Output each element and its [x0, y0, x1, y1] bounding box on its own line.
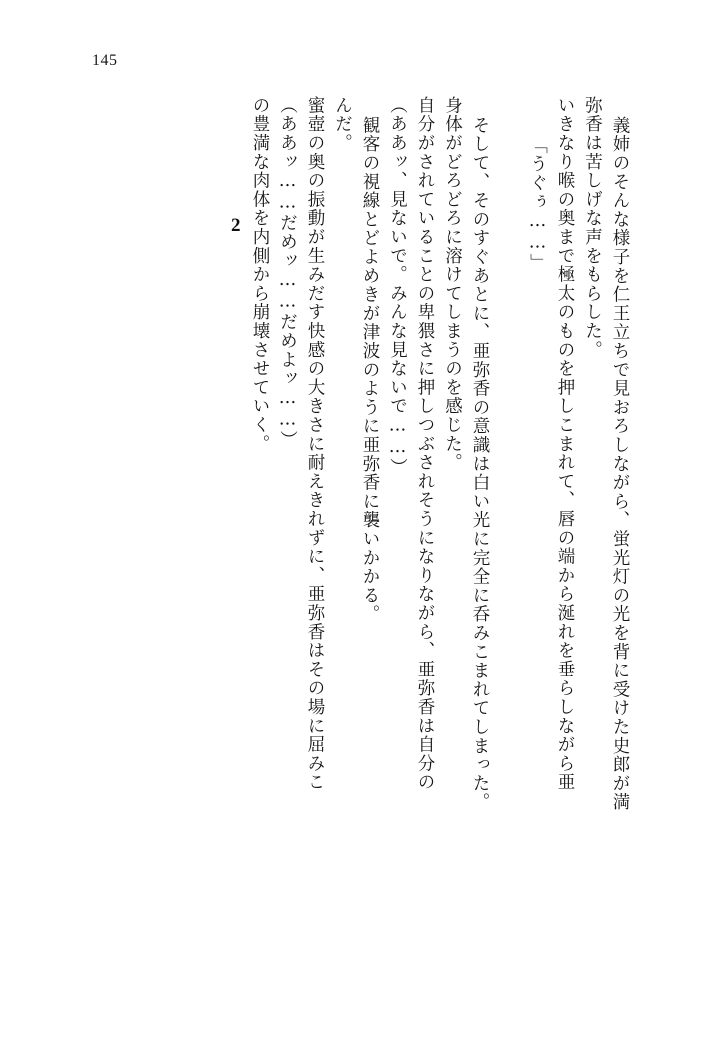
text-column: そして、そのすぐあとに、亜弥香の意識は白い光に完全に呑みこまれてしまった。	[470, 116, 490, 812]
text-column: いきなり喉の奥まで極太のものを押しこまれて、唇の端から涎れを垂らしながら亜	[555, 96, 575, 792]
text-column: の豊満な肉体を内側から崩壊させていく。	[250, 96, 270, 454]
text-column: 観客の視線とどよめきが津波のように亜弥香に襲いかかる。	[360, 116, 380, 624]
section-marker: 2	[231, 215, 241, 236]
text-column: んだ。	[332, 96, 353, 153]
text-column: 身体がどろどろに溶けてしまうのを感じた。	[442, 96, 463, 472]
text-column: 蜜壺の奥の振動が生みだす快感の大きさに耐えきれずに、亜弥香はその場に屈みこ	[305, 96, 325, 792]
text-column: （ああッ……だめッ……だめよッ……）	[277, 96, 298, 450]
text-column: 弥香は苦しげな声をもらした。	[582, 96, 603, 360]
text-column: 「うぐぅ……」	[527, 136, 548, 273]
text-column: 自分がされていることの卑猥さに押しつぶされそうになりながら、亜弥香は自分の	[415, 96, 435, 792]
vertical-text-body	[241, 96, 629, 956]
text-column: 義姉のそんな様子を仁王立ちで見おろしながら、蛍光灯の光を背に受けた史郎が満	[610, 116, 630, 812]
text-column: （ああッ、見ないで。みんな見ないで……）	[387, 96, 408, 477]
page-number: 145	[92, 52, 118, 69]
